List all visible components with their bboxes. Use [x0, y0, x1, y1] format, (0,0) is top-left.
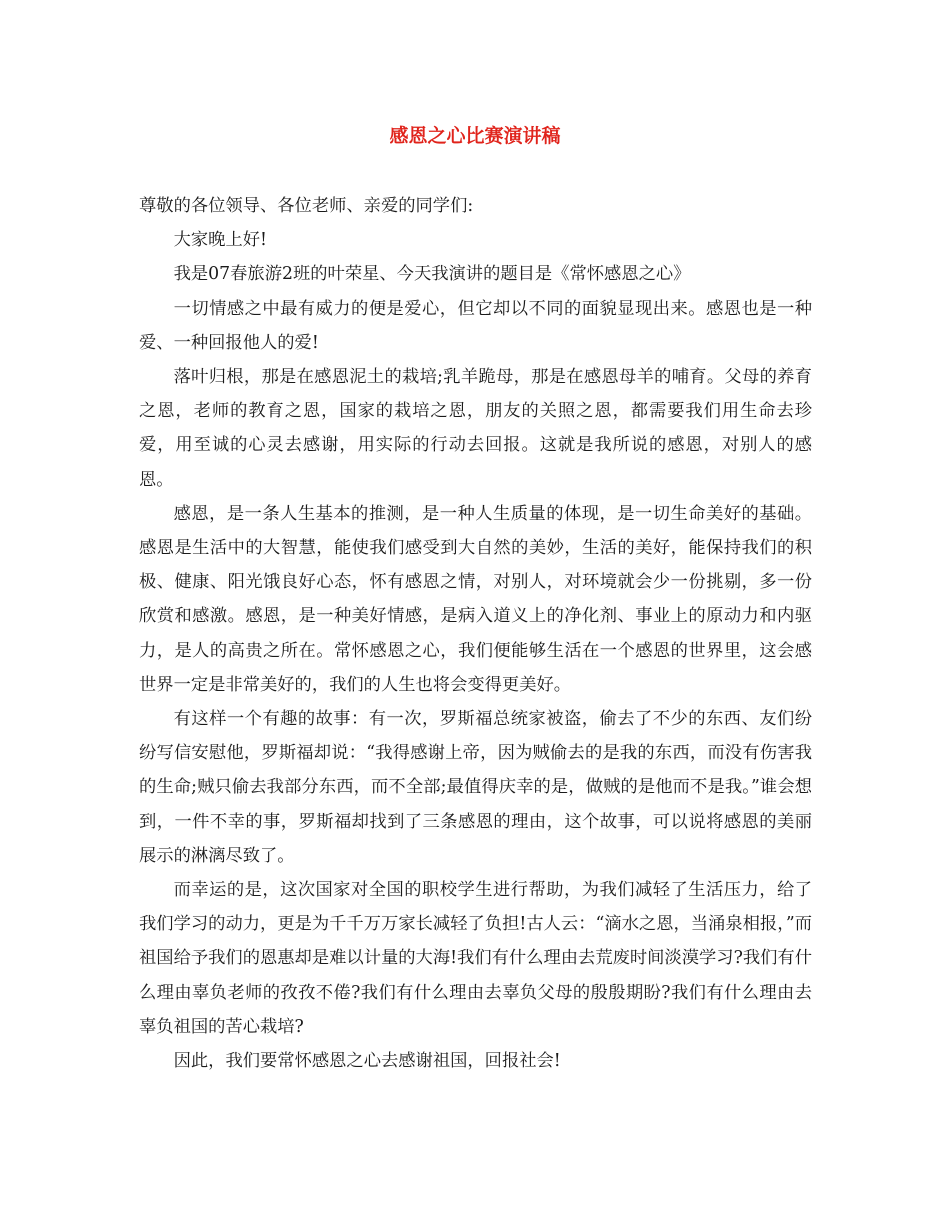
paragraph-gratitude-examples: 落叶归根，那是在感恩泥土的栽培;乳羊跪母，那是在感恩母羊的哺育。父母的养育之恩，老师的教育之恩，国家的栽培之恩，朋友的关照之恩，都需要我们用生命去珍爱，用至诚的心灵去感谢，用实际的行动去回报。这就是我所说的感恩，对别人的感恩。 [139, 367, 812, 490]
document-title: 感恩之心比赛演讲稿 [389, 125, 561, 147]
paragraph-gratitude-meaning: 感恩，是一条人生基本的推测，是一种人生质量的体现，是一切生命美好的基础。感恩是生活中的大智慧，能使我们感受到大自然的美妙，生活的美好，能保持我们的积极、健康、阳光饿良好心态，怀有感恩之情，对别人，对环境就会少一份挑剔，多一份欣赏和感激。感恩，是一种美好情感，是病入道义上的净化剂、事业上的原动力和内驱力，是人的高贵之所在。常怀感恩之心，我们便能够生活在一个感恩的世界里，这会感世界一定是非常美好的，我们的人生也将会变得更美好。 [139, 503, 812, 695]
paragraph-greeting: 大家晚上好! [173, 230, 267, 251]
paragraph-national-help: 而幸运的是，这次国家对全国的职校学生进行帮助，为我们减轻了生活压力，给了我们学习的动力，更是为千千万万家长减轻了负担!古人云：“滴水之恩，当涌泉相报，”而祖国给予我们的恩惠却是难以计量的大海!我们有什么理由去荒废时间淡漠学习?我们有什么理由辜负老师的孜孜不倦?我们有什么理由去辜负父母的殷殷期盼?我们有什么理由去辜负祖国的苦心栽培? [139, 880, 812, 1037]
paragraph-roosevelt-story: 有这样一个有趣的故事：有一次，罗斯福总统家被盗，偷去了不少的东西、友们纷纷写信安慰他，罗斯福却说：“我得感谢上帝，因为贼偷去的是我的东西，而没有伤害我的生命;贼只偷去我部分东西，而不全部;最值得庆幸的是，做贼的是他而不是我。”谁会想到，一件不幸的事，罗斯福却找到了三条感恩的理由，这个故事，可以说将感恩的美丽展示的淋漓尽致了。 [139, 709, 812, 866]
paragraph-love: 一切情感之中最有威力的便是爱心，但它却以不同的面貌显现出来。感恩也是一种爱、一种回报他人的爱! [139, 298, 812, 353]
document-body [139, 189, 812, 1078]
paragraph-introduction: 我是07春旅游2班的叶荣星、今天我演讲的题目是《常怀感恩之心》 [173, 264, 691, 285]
salutation: 尊敬的各位领导、各位老师、亲爱的同学们: [139, 196, 474, 216]
paragraph-conclusion: 因此，我们要常怀感恩之心去感谢祖国，回报社会! [173, 1051, 561, 1072]
